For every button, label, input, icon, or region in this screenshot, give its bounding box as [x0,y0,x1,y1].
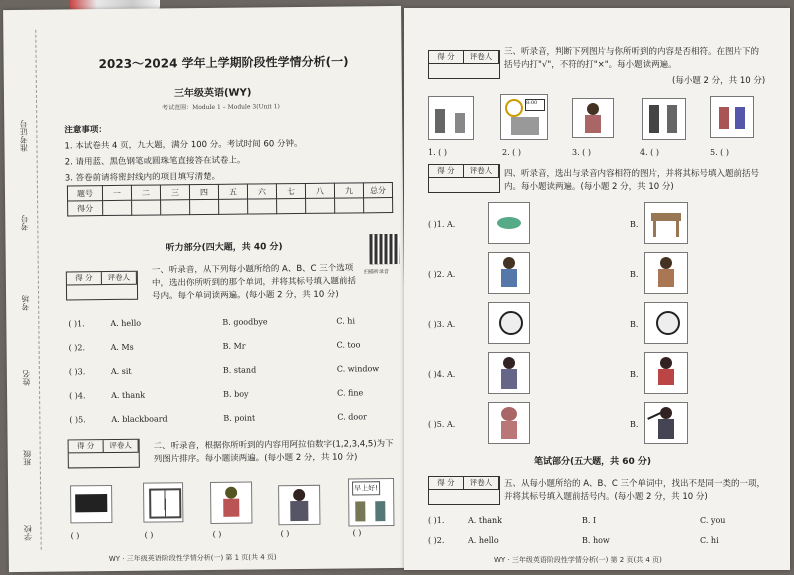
listening-header: 听力部分(四大题，共 40 分) [165,242,283,254]
grader-score-label: 得 分 [429,165,464,177]
grader-reviewer-label: 评卷人 [104,440,139,452]
q1-opt-c: C. too [336,340,361,350]
grader-score-label: 得 分 [69,440,104,452]
q2-blank[interactable]: ( ) [352,528,362,538]
q5-instructions: 五、从每小题所给的 A、B、C 三个单词中，找出不是同一类的一项，并将其标号填入题前括号内。(每小题 2 分，共 10 分) [504,479,765,502]
grader-score-label: 得 分 [429,51,464,63]
grader-box-q1 [66,271,138,301]
q3-blank[interactable]: 4. ( ) [640,148,659,157]
q4-3b-panda [644,302,688,344]
grader-box-q3 [428,50,500,79]
q3-blank[interactable]: 2. ( ) [502,148,521,157]
score-col: 五 [218,184,247,199]
q4-2b-boy [644,252,688,294]
score-col: 二 [131,185,160,200]
score-col: 九 [334,183,363,198]
q1-opt-a: A. thank [111,390,146,400]
grader-reviewer-label: 评卷人 [464,477,499,489]
q4-5b-teacher-point [644,402,688,444]
q4-item: ( )2. A. [428,270,456,279]
right-page [404,8,790,570]
score-row-label: 得分 [68,201,103,216]
q2-speech-bubble: 早上好! [352,481,380,495]
q3-picture-2: 8:00 [500,94,548,140]
left-page [3,6,407,572]
q3-picture-1 [428,96,474,140]
q3-points: (每小题 2 分，共 10 分) [672,76,766,86]
q5-opt-b: B. how [582,536,610,545]
grader-reviewer-label: 评卷人 [102,272,137,284]
q2-blank[interactable]: ( ) [212,529,222,539]
side-label-number: 考号 [20,214,30,231]
q4-instructions: 四、听录音，选出与录音内容相符的图片，并将其标号填入题前括号内。每小题读两遍。(每小题 2 分，共 10 分) [504,169,760,192]
q3-instructions: 三、听录音，判断下列图片与你所听到的内容是否相符。在图片下的括号内打"√"，不符的打"×"。每小题读两遍。 [504,47,760,70]
seal-line [35,30,41,550]
qr-caption: 扫描听录音 [363,269,389,276]
side-label-name: 姓名 [21,369,32,386]
grader-reviewer-label: 评卷人 [464,165,499,177]
grader-score-label: 得 分 [67,272,102,284]
q5-opt-a: A. hello [468,536,499,545]
score-col-total: 总分 [363,183,392,198]
q4-4a-boy-stand [488,352,530,394]
side-label-room: 考场 [21,294,31,311]
q3-picture-5 [710,96,754,138]
note-3: 3. 答卷前请将密封线内的项目填写清楚。 [64,171,221,184]
grader-score-label: 得 分 [429,477,464,489]
q1-opt-c: C. fine [337,388,364,398]
score-col: 六 [247,184,276,199]
q4-5a-girl [488,402,530,444]
score-col: 一 [102,185,131,200]
q1-num: ( )1. [68,319,85,329]
q5-num: ( )1. [428,516,445,525]
side-label-school: 学校 [23,524,33,541]
q5-opt-c: C. hi [700,536,719,545]
q1-opt-b: B. boy [223,389,249,399]
q4-item: ( )4. A. [428,370,456,379]
q1-opt-a: A. sit [110,366,132,376]
score-col: 三 [160,185,189,200]
q4-b-label: B. [630,370,639,379]
score-header: 题号 [67,186,102,201]
q1-opt-a: A. hello [110,318,142,328]
q4-b-label: B. [630,320,639,329]
q3-blank[interactable]: 5. ( ) [710,148,729,157]
q5-opt-c: C. you [700,516,726,525]
grader-reviewer-label: 评卷人 [464,51,499,63]
q1-opt-c: C. door [337,412,367,422]
q2-picture-blackboard [70,485,112,523]
q2-picture-window [143,482,183,522]
grader-box-q5 [428,476,500,505]
q2-blank[interactable]: ( ) [144,530,154,540]
q3-picture-4 [642,98,686,140]
q4-item: ( )5. A. [428,420,456,429]
q1-num: ( )4. [69,391,86,401]
q3-blank[interactable]: 3. ( ) [572,148,591,157]
qr-code [369,234,399,264]
q2-blank[interactable]: ( ) [280,529,290,539]
q1-opt-c: C. hi [336,316,356,326]
q1-opt-a: A. Ms [110,342,134,352]
q4-b-label: B. [630,270,639,279]
q1-opt-b: B. goodbye [222,317,268,327]
q2-instructions: 二、听录音，根据你所听到的内容用阿拉伯数字(1,2,3,4,5)为下列图片排序。每小题读两遍。(每小题 2 分，共 10 分) [153,439,394,465]
right-footer: WY · 三年级英语阶段性学情分析(一) 第 2 页(共 4 页) [494,556,662,564]
q2-picture-greeting [348,478,395,526]
q4-1a-bird [488,202,530,244]
score-col: 四 [189,184,218,199]
q5-opt-a: A. thank [468,516,502,525]
q1-opt-b: B. Mr [222,341,246,351]
written-header: 笔试部分(五大题，共 60 分) [534,457,652,467]
grader-box-q2 [68,439,140,469]
side-label-exam-id: 准考证号 [19,119,29,152]
score-col: 七 [276,183,305,198]
exam-subtitle: 三年级英语(WY) [173,87,252,100]
q1-num: ( )5. [69,415,86,425]
q2-picture-teacher [278,485,320,525]
q4-1b-desk [644,202,688,244]
note-2: 2. 请用蓝、黑色钢笔或圆珠笔直接答在试卷上。 [64,155,246,168]
score-col: 八 [305,183,334,198]
q1-opt-c: C. window [336,364,380,374]
q4-3a-panda [488,302,530,344]
q1-instructions: 一、听录音，从下列每小题所给的 A、B、C 三个选项中，选出你所听到的那个单词，并将其标号填入题前括号内。每个单词读两遍。(每小题 2 分，共 10 分) [151,263,356,302]
note-1: 1. 本试卷共 4 页，九大题，满分 100 分。考试时间 60 分钟。 [64,138,303,152]
q2-blank[interactable]: ( ) [70,531,80,541]
grader-box-q4 [428,164,500,193]
q5-opt-b: B. I [582,516,597,525]
q4-item: ( )1. A. [428,220,456,229]
q3-blank[interactable]: 1. ( ) [428,148,447,157]
q1-num: ( )2. [68,343,86,353]
q2-picture-girl-sit [210,482,252,524]
exam-title: 2023～2024 学年上学期阶段性学情分析(一) [98,54,349,72]
q4-4b-boy-sit [644,352,688,394]
score-table [67,182,393,216]
q1-opt-a: A. blackboard [111,414,168,424]
q1-item-1 [68,319,85,328]
q4-item: ( )3. A. [428,320,456,329]
q5-num: ( )2. [428,536,445,545]
q1-opt-b: B. point [223,413,256,423]
q4-b-label: B. [630,420,639,429]
q4-b-label: B. [630,220,639,229]
side-label-class: 班级 [22,449,32,466]
q3-picture-3 [572,98,614,138]
left-footer: WY · 三年级英语阶段性学情分析(一) 第 1 页(共 4 页) [108,553,277,564]
q1-opt-b: B. stand [222,365,257,375]
exam-scope: 考试范围：Module 1 – Module 3(Unit 1) [162,103,280,112]
q1-num: ( )3. [68,367,86,377]
q4-2a-boy [488,252,530,294]
notes-title: 注意事项： [64,125,107,136]
